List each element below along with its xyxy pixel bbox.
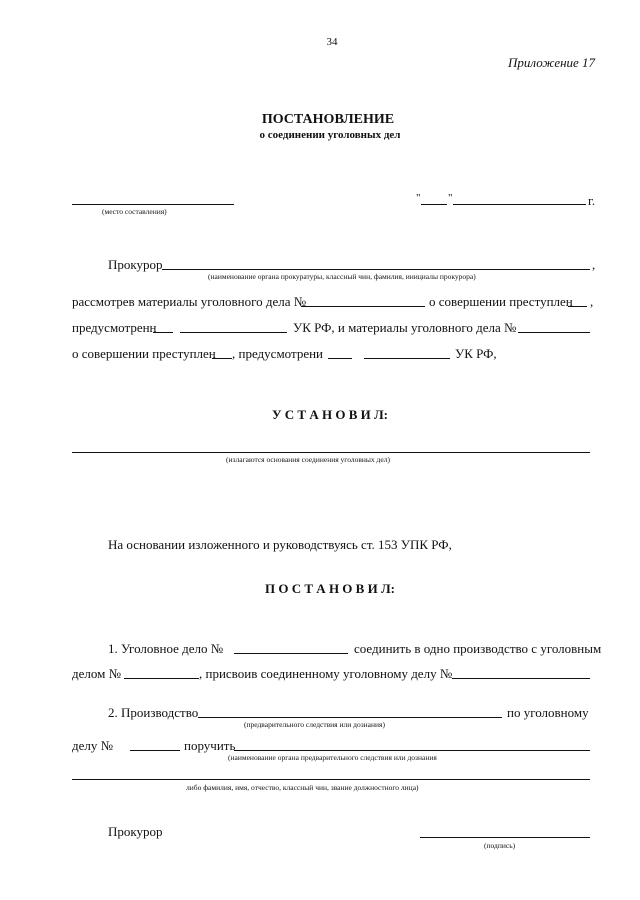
line3-text-b: , предусмотрени [232,346,324,361]
line2-suffix-line [153,332,173,333]
established-heading: У С Т А Н О В И Л: [271,407,389,422]
point2-hint-2: (наименование органа предварительного следствия или дознания [228,753,437,762]
date-close-quote: " [448,192,453,204]
line2-case-line [518,332,590,333]
line1-comma: , [590,294,594,309]
established-hint: (излагаются основания соединения уголовных дел) [226,455,390,464]
line3-text-c: УК РФ, [455,346,497,361]
point2-text-d: поручить [184,738,236,753]
point2-case-line [130,750,180,751]
point1-new-case-line [452,678,590,679]
basis-text: На основании изложенного и руководствуясь ст. 153 УПК РФ, [108,537,452,552]
line2-article-line [180,332,287,333]
line3-suffix-line [212,358,232,359]
line1-suffix-line [568,306,587,307]
signature-line [420,837,590,838]
prosecutor-line [162,269,590,270]
signature-hint: (подпись) [484,841,516,850]
line3-suffix-line-2 [328,358,352,359]
date-month-line [453,204,586,205]
document-title: ПОСТАНОВЛЕНИЕ [261,112,395,127]
point2-text-c: делу № [72,738,114,753]
document-subtitle: о соединении уголовных дел [259,129,401,141]
prosecutor-comma: , [592,257,596,272]
line1-text-a: рассмотрев материалы уголовного дела № [72,294,307,309]
point1-text-c: делом № [72,666,122,681]
resolved-heading: П О С Т А Н О В И Л: [265,581,395,596]
point1-case-line [234,653,348,654]
point1-text-b: соединить в одно производство с уголовным [354,641,602,656]
point2-text-b: по уголовному [507,705,589,720]
line1-text-b: о совершении преступлен [429,294,573,309]
date-year-suffix: г. [588,193,596,208]
place-hint: (место составления) [102,207,167,216]
point2-assign-line [234,750,590,751]
page-number: 34 [326,36,338,48]
point2-official-line [72,779,590,780]
point1-text-d: , присвоив соединенному уголовному делу № [199,666,453,681]
place-line [72,204,234,205]
appendix-label: Приложение 17 [508,55,596,70]
prosecutor-hint: (наименование органа прокуратуры, классный чин, фамилия, инициалы прокурора) [208,272,476,281]
line1-case-line [301,306,425,307]
point2-hint-1: (предварительного следствия или дознания) [244,720,385,729]
point2-production-line [198,717,502,718]
established-line [72,452,590,453]
point2-text-a: 2. Производство [108,705,199,720]
point2-hint-3: либо фамилия, имя, отчество, классный чин, звание должностного лица) [186,783,419,792]
date-day-line [421,204,447,205]
line2-text-b: УК РФ, и материалы уголовного дела № [293,320,517,335]
line2-text-a: предусмотренн [72,320,157,335]
signature-label: Прокурор [108,824,163,839]
point1-text-a: 1. Уголовное дело № [108,641,224,656]
point1-case-line-2 [124,678,199,679]
prosecutor-label: Прокурор [108,257,163,272]
line3-article-line [364,358,450,359]
date-open-quote: " [416,192,421,204]
line3-text-a: о совершении преступлен [72,346,216,361]
